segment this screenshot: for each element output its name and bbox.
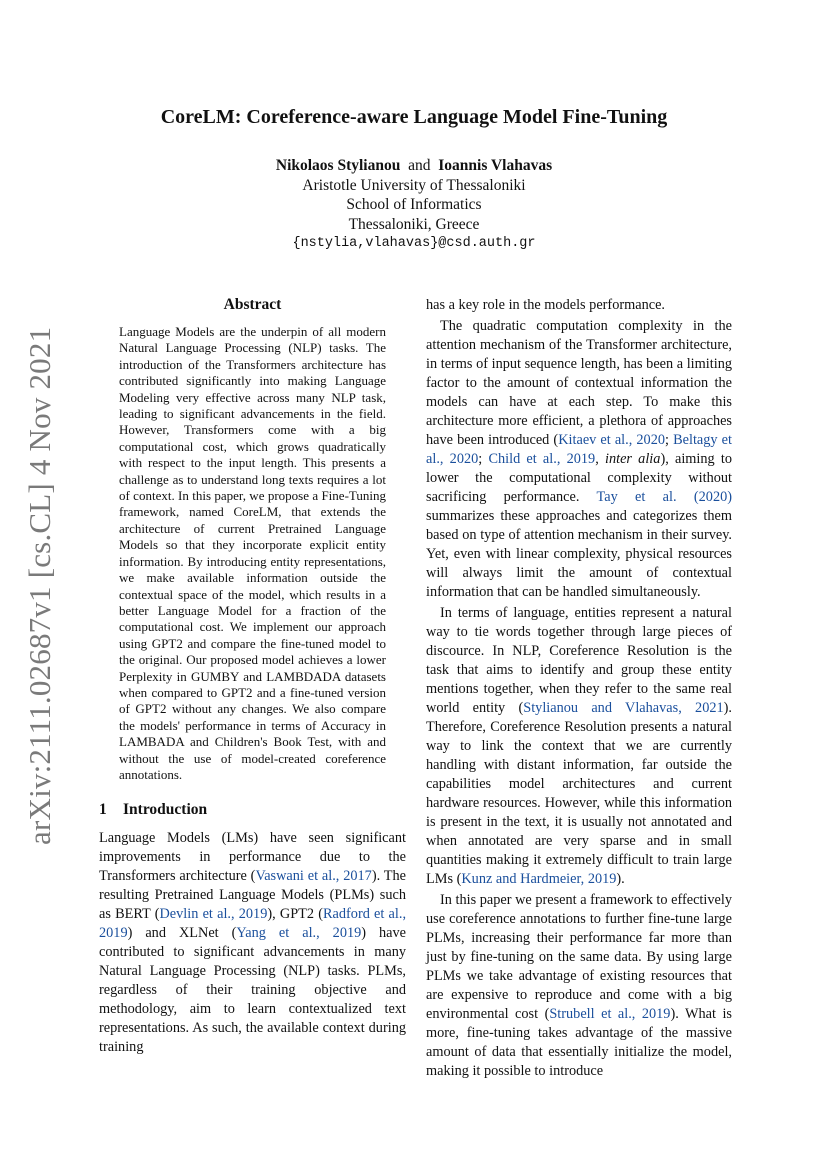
text-run: ). The resulting Pretrained Language Models (PLMs) such as BERT (: [99, 868, 407, 923]
text-run: ). Therefore, Coreference Resolution presents a natural way to link the context that we are currently handling with distant information, far outside the capabilities model architectures and current hardware resources. However, while this information is present in the text, it is usually not annotated and when annotated are very sparse and in small quantities making it extremely difficult to train large LMs (: [426, 700, 732, 887]
coreference-paragraph: [426, 604, 732, 889]
citation-link[interactable]: Stylianou and Vlahavas, 2021: [523, 700, 724, 716]
text-run: ;: [665, 432, 674, 448]
abstract-heading: Abstract: [223, 296, 282, 313]
author-names: [0, 156, 828, 176]
intro-paragraph-1: [99, 829, 406, 1057]
text-run: In terms of language, entities represent a natural way to tie words together through large pieces of discource. In NLP, Coreference Resolution is the task that aims to identify and group these entity mentions together, when they refer to the same real world entity (: [426, 605, 732, 716]
author-name-2: Ioannis Vlahavas: [438, 157, 553, 174]
text-run: Language Models (LMs) have seen significant improvements in performance due to the Transformers architecture (: [99, 830, 406, 885]
author-conjunction: and: [408, 157, 431, 174]
author-email: {nstylia,vlahavas}@csd.auth.gr: [292, 236, 536, 251]
framework-paragraph: [426, 891, 732, 1081]
affiliation-location: Thessaloniki, Greece: [348, 215, 480, 233]
citation-link[interactable]: Vaswani et al., 2017: [255, 868, 372, 885]
arxiv-identifier-stamp: arXiv:2111.02687v1 [cs.CL] 4 Nov 2021: [22, 326, 57, 845]
affiliation-university: Aristotle University of Thessaloniki: [302, 176, 526, 194]
right-column: [426, 296, 732, 1081]
text-run: ), aiming to lower the computational complexity without sacrificing performance.: [426, 451, 732, 505]
section-number: 1: [99, 801, 107, 819]
citation-link[interactable]: Tay et al. (2020): [596, 489, 732, 505]
text-run: summarizes these approaches and categorizes them based on type of attention mechanism in their survey. Yet, even with linear complexity, physical resources will always limit the amount of contextual information that can be handled simultaneously.: [426, 508, 732, 600]
citation-link[interactable]: Kunz and Hardmeier, 2019: [461, 871, 617, 887]
text-run: ) and XLNet (: [127, 925, 237, 942]
continued-paragraph: has a key role in the models performance.: [426, 297, 665, 313]
text-run: The quadratic computation complexity in the attention mechanism of the Transformer architecture, in terms of input sequence length, has been a limiting factor to the amount of contextual information the models can have at each step. To make this architecture more efficient, a plethora of approaches have been introduced (: [426, 318, 732, 448]
section-title: Introduction: [123, 801, 208, 819]
citation-link[interactable]: Strubell et al., 2019: [549, 1006, 671, 1022]
affiliation-school: School of Informatics: [346, 196, 482, 213]
left-column: [99, 296, 406, 1057]
author-name-1: Nikolaos Stylianou: [275, 157, 401, 174]
text-run: ).: [616, 871, 625, 887]
attention-complexity-paragraph: [426, 317, 732, 602]
citation-link[interactable]: Kitaev et al., 2020: [558, 432, 666, 448]
citation-link[interactable]: Radford et al., 2019: [99, 906, 407, 942]
section-heading-introduction: [99, 801, 406, 819]
citation-link[interactable]: Child et al., 2019: [488, 451, 596, 467]
abstract-text: Language Models are the underpin of all modern Natural Language Processing (NLP) tasks. The introduction of the Transformers architecture has contributed significantly into making Language Modeling very effective across many NLP task, leading to significant advancements in the field. However, Transformers come with a big computational cost, which grows quadratically with respect to the input length. This presents a challenge as to understand long texts requires a lot of context. In this paper, we propose a Fine-Tuning framework, named CoreLM, that extends the architecture of current Pretrained Language Models so that they incorporate explicit entity information. By introducing entity representations, we make available information outside the contextual space of the model, which results in a better Language Model for a fraction of the computational cost. We implement our approach using GPT2 and compare the fine-tuned model to the original. Our proposed model achieves a lower Perplexity in GUMBY and LAMBDADA datasets when compared to GPT2 and a fine-tuned version of GPT2 without any changes. We also compare the models' performance in terms of Accuracy in LAMBADA and Children's Book Test, with and without the use of model-created coreference annotations.: [119, 324, 386, 782]
text-run: ). What is more, fine-tuning takes advantage of the massive amount of data that essentially initialize the model, making it possible to introduce: [426, 1006, 732, 1079]
text-run: ;: [478, 451, 489, 467]
paper-title: CoreLM: Coreference-aware Language Model Fine-Tuning: [160, 106, 668, 128]
text-run: ,: [595, 451, 605, 467]
text-run: In this paper we present a framework to effectively use coreference annotations to further fine-tune large PLMs, increasing their performance far more than just by fine-tuning on the same data. By using large PLMs we take advantage of existing resources that are expensive to reproduce and come with a big environmental cost (: [426, 892, 732, 1022]
citation-link[interactable]: Yang et al., 2019: [236, 925, 362, 942]
author-block: [0, 156, 828, 254]
citation-link[interactable]: Beltagy et al., 2020: [426, 432, 732, 467]
citation-link[interactable]: Devlin et al., 2019: [159, 906, 268, 923]
text-run: ) have contributed to significant advancements in many Natural Language Processing (NLP) tasks. PLMs, regardless of their training objective and methodology, aim to learn contextualized text representations. As such, the available context during training: [99, 925, 406, 1056]
italic-text: inter alia: [604, 451, 661, 467]
text-run: ), GPT2 (: [267, 906, 323, 923]
